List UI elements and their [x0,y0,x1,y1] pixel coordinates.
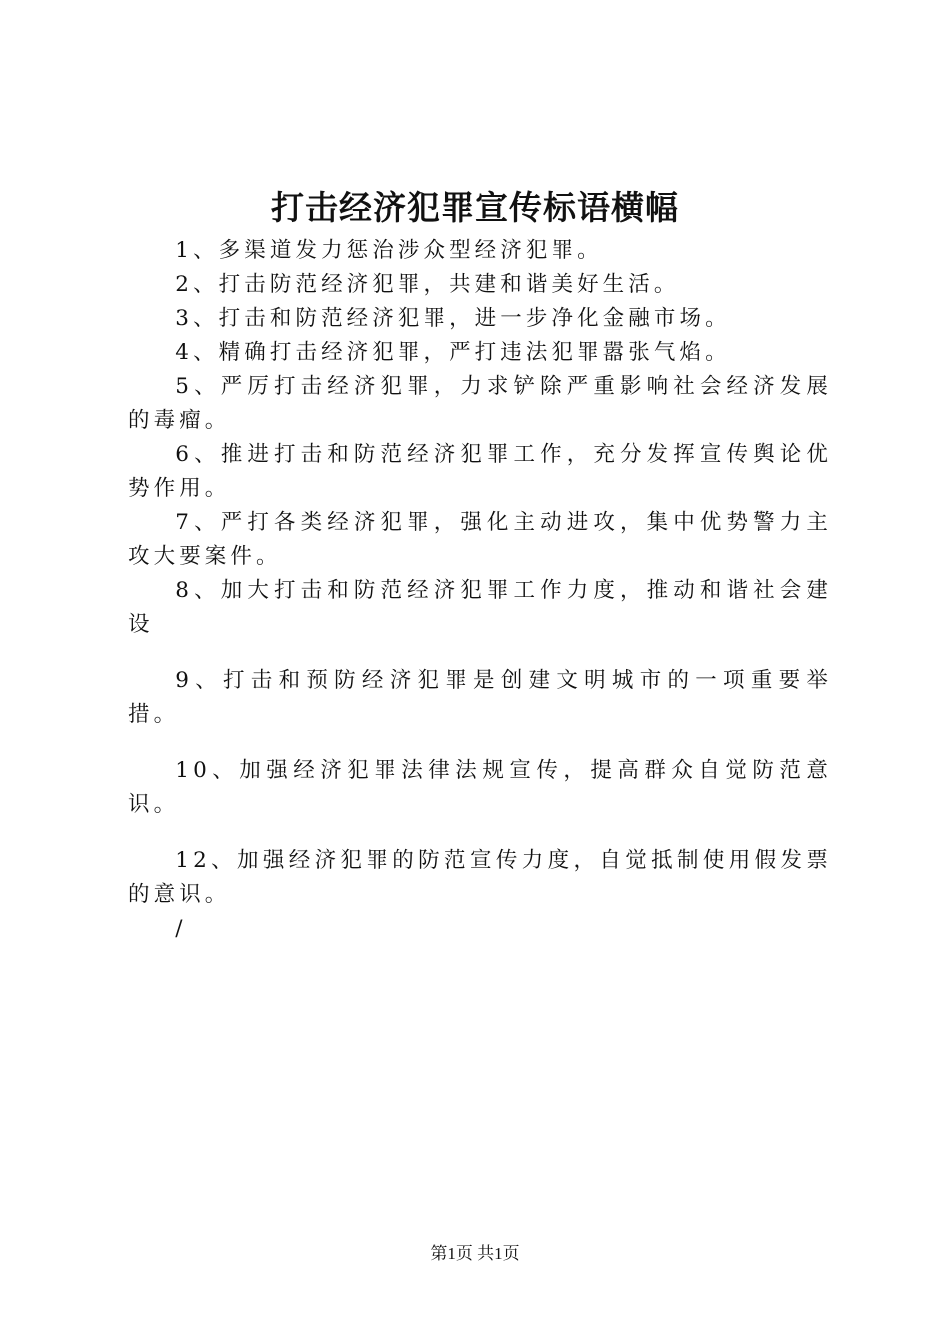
slogan-item-12: 12、加强经济犯罪的防范宣传力度，自觉抵制使用假发票的意识。 [128,848,832,907]
slogan-item-2: 2、打击防范经济犯罪，共建和谐美好生活。 [175,272,680,297]
slogan-item-8: 8、加大打击和防范经济犯罪工作力度，推动和谐社会建设 [128,578,832,637]
page-footer: 第1页 共1页 [430,1244,520,1263]
slogan-item-1: 1、多渠道发力惩治涉众型经济犯罪。 [175,238,603,263]
document-body [128,234,832,946]
slogan-item-9: 9、打击和预防经济犯罪是创建文明城市的一项重要举措。 [128,668,832,727]
document-title: 打击经济犯罪宣传标语横幅 [271,188,679,227]
slogan-item-4: 4、精确打击经济犯罪，严打违法犯罪嚣张气焰。 [175,340,731,365]
trailing-slash: / [175,916,187,941]
slogan-item-10: 10、加强经济犯罪法律法规宣传，提高群众自觉防范意识。 [128,758,832,817]
slogan-item-7: 7、严打各类经济犯罪，强化主动进攻，集中优势警力主攻大要案件。 [128,510,832,569]
slogan-item-5: 5、严厉打击经济犯罪，力求铲除严重影响社会经济发展的毒瘤。 [128,374,832,433]
slogan-item-6: 6、推进打击和防范经济犯罪工作，充分发挥宣传舆论优势作用。 [128,442,832,501]
slogan-item-3: 3、打击和防范经济犯罪，进一步净化金融市场。 [175,306,731,331]
